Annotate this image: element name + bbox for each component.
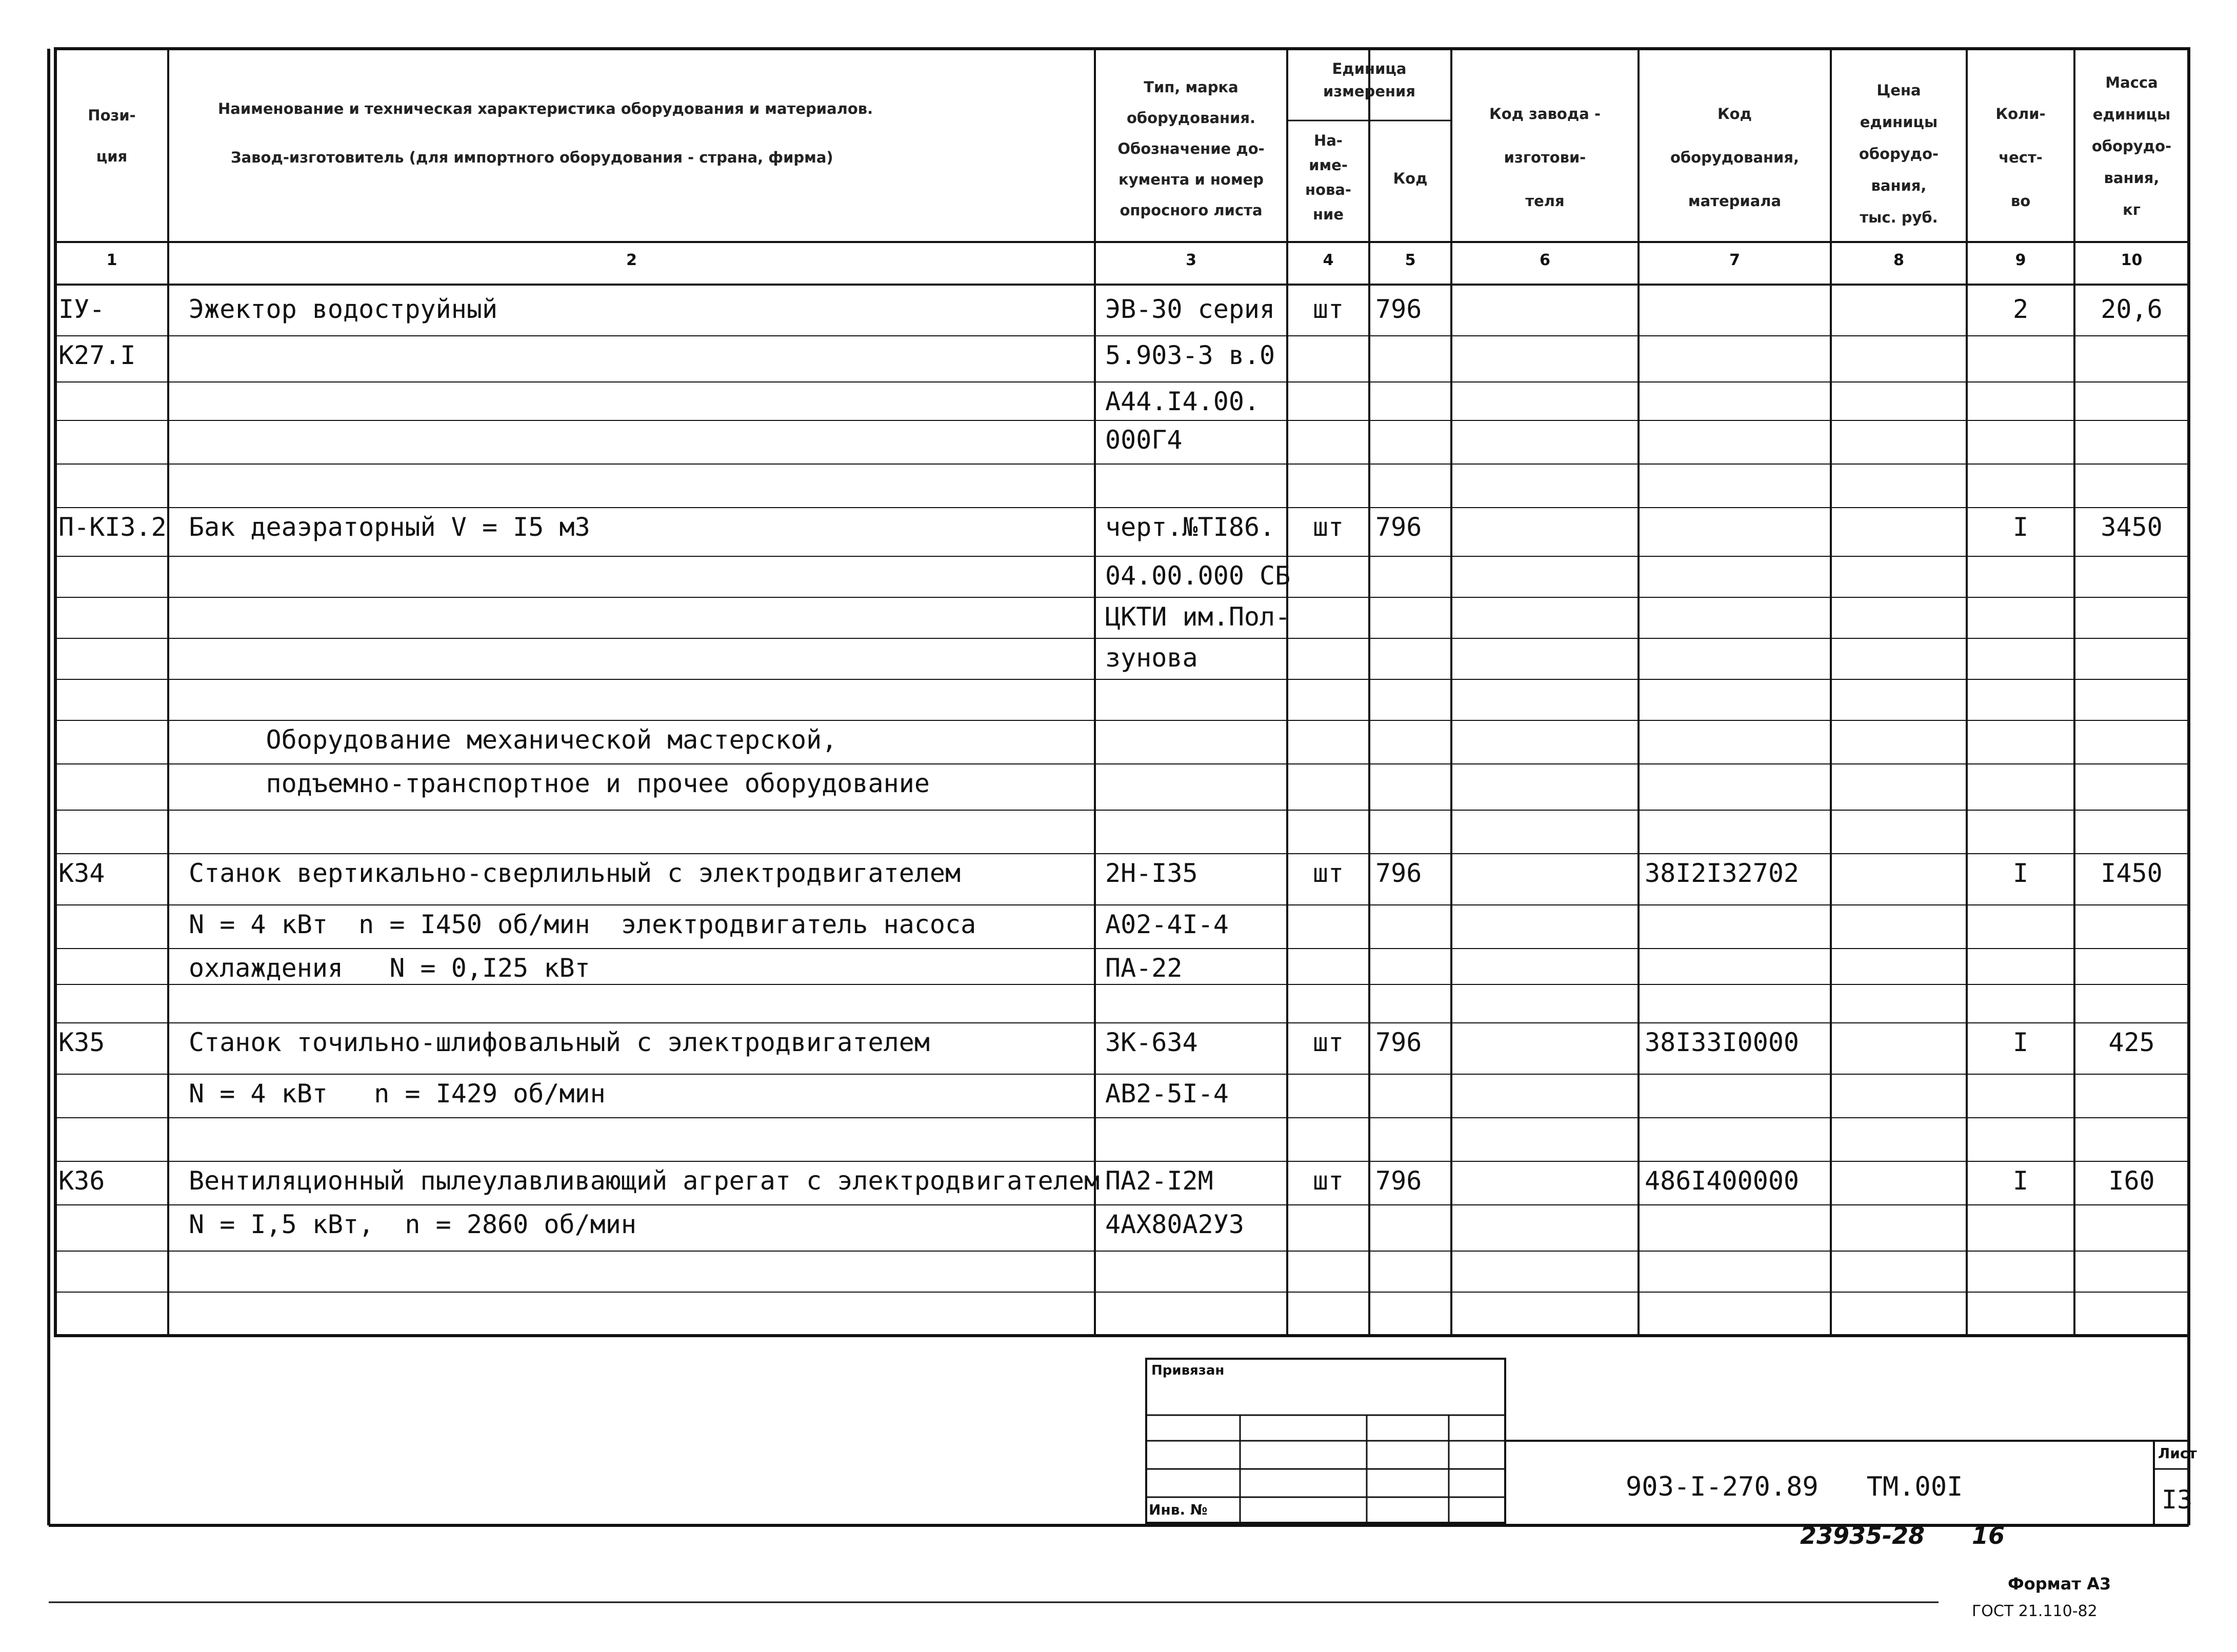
col-number-3: 3	[1186, 251, 1196, 269]
header-mass: Масса единицы оборудо- вания, кг	[2091, 74, 2172, 218]
row-10-name: Оборудование механической мастерской,	[189, 725, 837, 755]
col-number-8: 8	[1893, 251, 1904, 269]
row-13-qty: I	[2012, 858, 2029, 888]
row-15-name: охлаждения N = 0,I25 кВт	[189, 953, 590, 983]
header-name-line2: Завод-изготовитель (для импортного оборудования - страна, фирма)	[231, 149, 833, 166]
header-unit-code: Код	[1393, 170, 1428, 187]
format-label: Формат А3	[2008, 1574, 2111, 1594]
row-14-type: А02-4I-4	[1105, 910, 1229, 939]
row-5-type: черт.№ТI86.	[1105, 512, 1275, 542]
row-0-mass: 20,6	[2101, 294, 2163, 324]
row-17-type: 3К-634	[1105, 1028, 1198, 1057]
row-20-type: ПА2-I2М	[1105, 1166, 1213, 1196]
row-13-unit: шт	[1312, 858, 1344, 888]
stamp-sheet-number: I3	[2162, 1485, 2193, 1515]
row-13-type: 2Н-I35	[1105, 858, 1198, 888]
row-17-name: Станок точильно-шлифовальный с электродвигателем	[189, 1028, 930, 1057]
col-number-1: 1	[106, 251, 117, 269]
header-mfr-code: Код завода - изготови- теля	[1489, 105, 1601, 210]
stamp-inv-label: Инв. №	[1149, 1501, 1208, 1518]
row-13-pos: К34	[58, 858, 105, 888]
row-5-unit: шт	[1312, 512, 1344, 542]
row-20-code: 796	[1375, 1166, 1422, 1196]
row-5-qty: I	[2012, 512, 2029, 542]
row-0-type: ЭВ-30 серия	[1105, 294, 1275, 324]
row-5-code: 796	[1375, 512, 1422, 542]
row-5-name: Бак деаэраторный V = I5 м3	[189, 512, 590, 542]
row-20-name: Вентиляционный пылеулавливающий агрегат с электродвигателем	[189, 1166, 1100, 1196]
row-0-name: Эжектор водоструйный	[189, 294, 498, 324]
row-3-type: 000Г4	[1105, 425, 1183, 455]
header-price: Цена единицы оборудо- вания, тыс. руб.	[1859, 82, 1939, 226]
row-5-pos: П-КI3.2	[58, 512, 167, 542]
header-position: Пози- ция	[88, 107, 136, 165]
row-17-equip: 38I33I0000	[1645, 1028, 1800, 1057]
header-unit-group: Единица измерения	[1323, 60, 1415, 100]
row-21-name: N = I,5 кВт, n = 2860 об/мин	[189, 1210, 636, 1239]
row-13-equip: 38I2I32702	[1645, 858, 1800, 888]
header-equip-code: Код оборудования, материала	[1670, 105, 1800, 210]
row-0-unit: шт	[1312, 294, 1344, 324]
row-13-code: 796	[1375, 858, 1422, 888]
stamp-privyazan-label: Привязан	[1151, 1363, 1225, 1378]
row-18-type: АВ2-5I-4	[1105, 1079, 1229, 1109]
row-17-qty: I	[2012, 1028, 2029, 1057]
row-1-pos: К27.I	[58, 340, 136, 370]
header-unit-name: На- име- нова- ние	[1305, 132, 1351, 223]
row-7-type: ЦКТИ им.Пол-	[1105, 602, 1291, 632]
row-13-mass: I450	[2101, 858, 2163, 888]
row-17-mass: 425	[2108, 1028, 2155, 1057]
col-number-7: 7	[1729, 251, 1740, 269]
row-21-type: 4АХ80А2У3	[1105, 1210, 1244, 1239]
col-number-2: 2	[626, 251, 637, 269]
col-number-5: 5	[1405, 251, 1416, 269]
row-20-unit: шт	[1312, 1166, 1344, 1196]
gost-label: ГОСТ 21.110-82	[1972, 1602, 2098, 1620]
row-17-code: 796	[1375, 1028, 1422, 1057]
archive-number: 23935-28	[1800, 1522, 1925, 1549]
row-18-name: N = 4 кВт n = I429 об/мин	[189, 1079, 606, 1109]
row-15-type: ПА-22	[1105, 953, 1183, 983]
row-13-name: Станок вертикально-сверлильный с электродвигателем	[189, 858, 961, 888]
stamp-doc-code: 903-I-270.89 ТМ.00I	[1626, 1472, 1963, 1502]
row-0-pos: IУ-	[58, 294, 105, 324]
row-17-unit: шт	[1312, 1028, 1344, 1057]
row-20-equip: 486I400000	[1645, 1166, 1800, 1196]
header-qty: Коли- чест- во	[1995, 105, 2046, 210]
row-5-mass: 3450	[2101, 512, 2163, 542]
row-6-type: 04.00.000 СБ	[1105, 561, 1291, 591]
stamp-sheet-label: Лист	[2158, 1445, 2197, 1462]
row-2-type: А44.I4.00.	[1105, 387, 1260, 416]
row-8-type: зунова	[1105, 643, 1198, 673]
page-number: 16	[1972, 1522, 2005, 1549]
row-0-qty: 2	[2012, 294, 2029, 324]
row-1-type: 5.903-3 в.0	[1105, 340, 1275, 370]
col-number-6: 6	[1540, 251, 1550, 269]
row-20-qty: I	[2012, 1166, 2029, 1196]
col-number-4: 4	[1323, 251, 1334, 269]
row-14-name: N = 4 кВт n = I450 об/мин электродвигатель насоса	[189, 910, 976, 939]
row-0-code: 796	[1375, 294, 1422, 324]
header-type: Тип, марка оборудования. Обозначение до- кумента и номер опросного листа	[1117, 78, 1265, 219]
col-number-10: 10	[2121, 251, 2143, 269]
header-name-line1: Наименование и техническая характеристика оборудования и материалов.	[218, 100, 873, 117]
row-20-mass: I60	[2108, 1166, 2155, 1196]
row-11-name: подъемно-транспортное и прочее оборудование	[189, 769, 930, 798]
row-17-pos: К35	[58, 1028, 105, 1057]
col-number-9: 9	[2015, 251, 2026, 269]
row-20-pos: К36	[58, 1166, 105, 1196]
